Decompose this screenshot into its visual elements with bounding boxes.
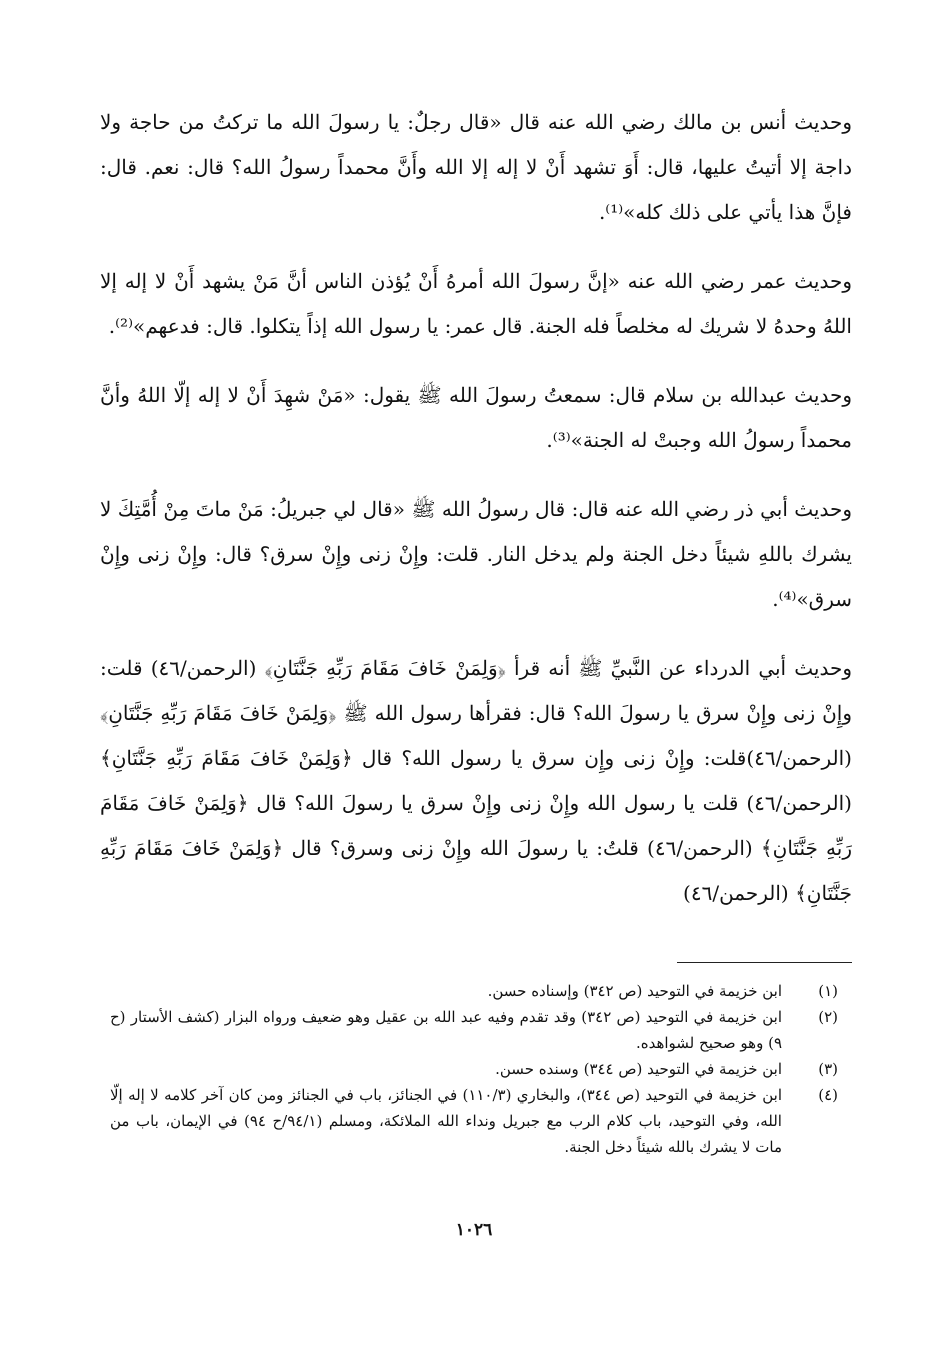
page-number: ١٠٢٦ <box>455 1220 493 1240</box>
footnote-item <box>110 1082 838 1160</box>
footnote-item <box>110 1004 838 1056</box>
footnote-text: ابن خزيمة في التوحيد (ص ٣٤٢) وقد تقدم وفيه عبد الله بن عقيل وهو ضعيف ورواه البزار (كشف الأستار (ح ٩) وهو صحيح لشواهده. <box>110 1008 782 1052</box>
main-text <box>100 100 852 916</box>
footnote-text: ابن خزيمة في التوحيد (ص ٣٤٤)، والبخاري (١١٠/٣) في الجنائز، باب في الجنائز ومن كان آخر كلامه لا إله إلّا الله، وفي التوحيد، باب كلام الرب مع جبريل ونداء الله الملائكة، ومسلم (٩٤/١/ح ٩٤) في الإيمان، باب من مات لا يشرك بالله شيئاً دخل الجنة. <box>110 1086 782 1156</box>
footnote-item <box>110 978 838 1004</box>
footnote-separator <box>677 962 852 963</box>
footnote-number: (٤) <box>818 1086 838 1104</box>
footnote-number: (١) <box>818 982 838 1000</box>
footnotes <box>110 978 838 1160</box>
paragraph-umar-hadith: وحديث عمر رضي الله عنه «إنَّ رسولَ الله أمرهُ أَنْ يُؤذن الناس أنَّ مَنْ يشهد أَنْ لا إله إلا اللهُ وحدهُ لا شريك له مخلصاً فله الجنة. قال عمر: يا رسول الله إذاً يتكلوا. قال: فدعهم»⁽²⁾. <box>100 269 852 338</box>
footnote-text: ابن خزيمة في التوحيد (ص ٣٤٢) وإسناده حسن. <box>487 982 782 1000</box>
paragraph-abu-darda-hadith: وحديث أبي الدرداء عن النَّبيِّ ﷺ أنه قرأ ﴿وَلِمَنْ خَافَ مَقَامَ رَبِّهِ جَنَّتَانِ﴾ (الرحمن/٤٦) قلت: وإِنْ زنى وإِنْ سرق يا رسولَ الله؟ قال: فقرأها رسول الله ﷺ ﴿وَلِمَنْ خَافَ مَقَامَ رَبِّهِ جَنَّتَانِ﴾(الرحمن/٤٦)قلت: وإِنْ زنى وإِن سرق يا رسول الله؟ قال ﴿وَلِمَنْ خَافَ مَقَامَ رَبِّهِ جَنَّتَانِ﴾ (الرحمن/٤٦) قلت يا رسول الله وإِنْ زنى وإِنْ سرق يا رسولَ الله؟ قال ﴿وَلِمَنْ خَافَ مَقَامَ رَبِّهِ جَنَّتَانِ﴾ (الرحمن/٤٦) قلتُ: يا رسولَ الله وإِنْ زنى وسرق؟ قال ﴿وَلِمَنْ خَافَ مَقَامَ رَبِّهِ جَنَّتَانِ﴾ (الرحمن/٤٦) <box>100 656 852 905</box>
paragraph-anas-hadith: وحديث أنس بن مالك رضي الله عنه قال «قال رجلٌ: يا رسولَ الله ما تركتُ من حاجة ولا داجة إلا أتيتُ عليها، قال: أَوَ تشهد أَنْ لا إله إلا الله وأَنَّ محمداً رسولُ الله؟ قال: نعم. قال: فإنَّ هذا يأتي على ذلك كله»⁽¹⁾. <box>100 110 852 224</box>
footnote-item <box>110 1056 838 1082</box>
paragraph-abdullah-ibn-salam-hadith: وحديث عبدالله بن سلام قال: سمعتُ رسولَ الله ﷺ يقول: «مَنْ شهِدَ أَنْ لا إله إلّا اللهُ وأنَّ محمداً رسولُ الله وجبتْ له الجنة»⁽³⁾. <box>100 383 852 452</box>
footnote-number: (٣) <box>818 1060 838 1078</box>
footnote-number: (٢) <box>818 1008 838 1026</box>
paragraph-abu-dharr-hadith: وحديث أبي ذر رضي الله عنه قال: قال رسولُ الله ﷺ «قال لي جبريلُ: مَنْ ماتَ مِنْ أُمَّتِكَ لا يشرك باللهِ شيئاً دخل الجنة ولم يدخل النار. قلت: وإِنْ زنى وإِنْ سرق؟ قال: وإِنْ زنى وإِنْ سرق»⁽⁴⁾. <box>100 497 852 611</box>
footnote-text: ابن خزيمة في التوحيد (ص ٣٤٤) وسنده حسن. <box>495 1060 782 1078</box>
